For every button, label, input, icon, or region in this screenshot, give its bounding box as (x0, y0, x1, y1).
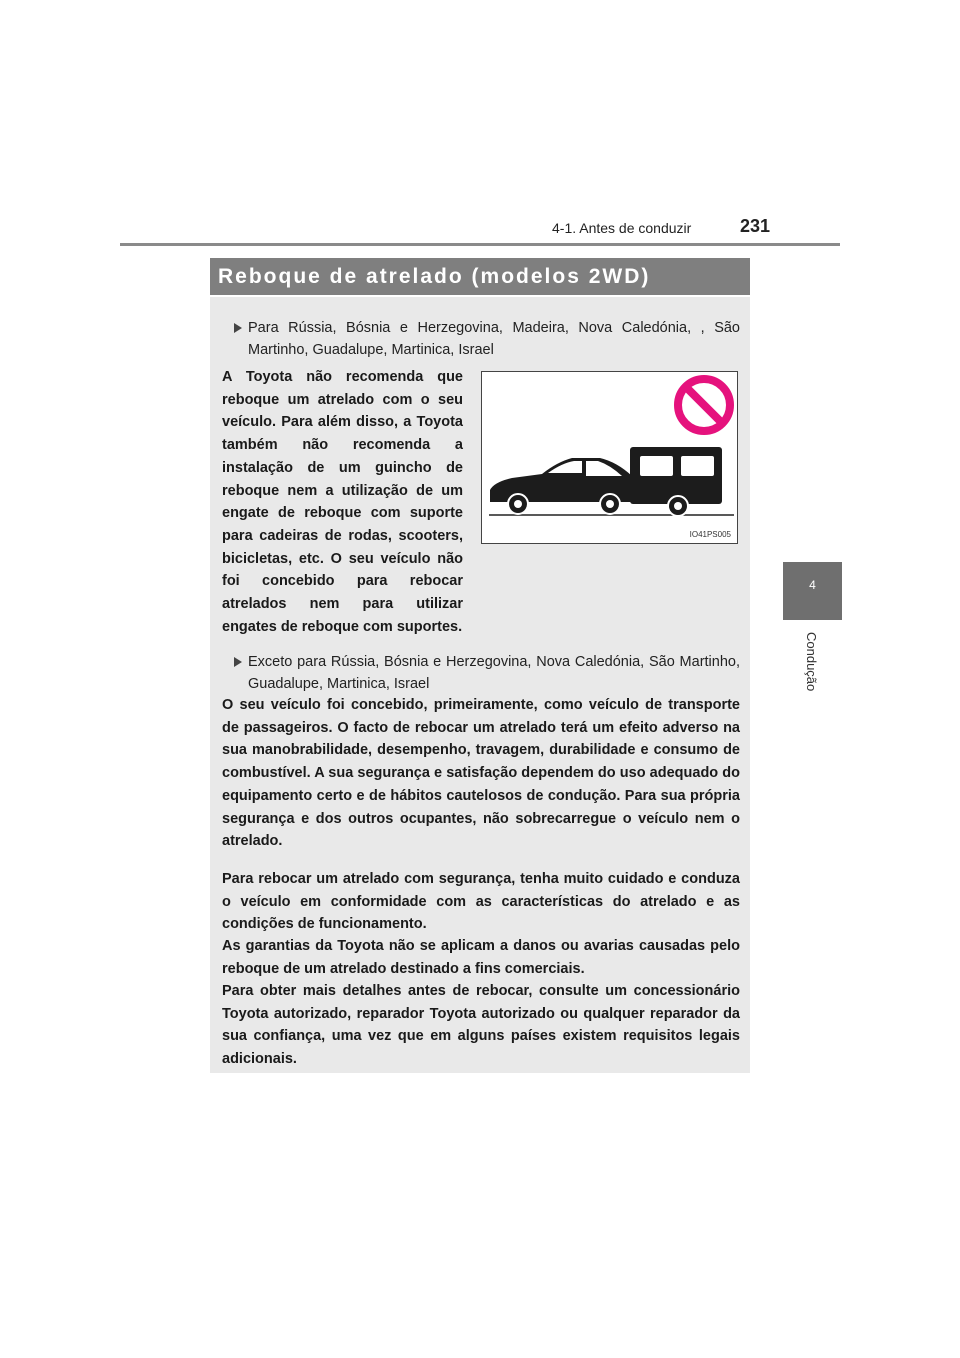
vehicle-design-paragraph: O seu veículo foi concebido, primeiramente, como veículo de transporte de passageiros. O facto de rebocar um atrelado terá um efeito adverso na sua manobrabilidade, desempenho, travagem, durabilidade e consumo de combustível. A sua segurança e satisfação dependem do uso adequado do equipamento certo e de hábitos cautelosos de condução. Para sua própria segurança e dos outros ocupantes, não sobrecarregue o veículo nem o atrelado. (222, 697, 740, 850)
triangle-bullet-icon (234, 323, 242, 333)
chapter-tab (783, 562, 842, 620)
bullet-text: Para Rússia, Bósnia e Herzegovina, Madeira, Nova Caledónia, , São Martinho, Guadalupe, Martinica, Israel (248, 320, 740, 358)
no-towing-paragraph: A Toyota não recomenda que reboque um atrelado com o seu veículo. Para além disso, a Toyota também não recomenda a instalação de um guincho de reboque nem a utilização de um engate de reboque com suporte para cadeiras de rodas, scooters, bicicletas, etc. O seu veículo não foi concebido para rebocar atrelados nem para utilizar engates de reboque com suportes. (222, 369, 463, 635)
triangle-bullet-icon (234, 657, 242, 667)
safe-towing-paragraph: Para rebocar um atrelado com segurança, tenha muito cuidado e conduza o veículo em conformidade com as características do atrelado e as condições de funcionamento. (222, 871, 740, 933)
chapter-number: 4 (809, 578, 816, 592)
dealer-consult-paragraph: Para obter mais detalhes antes de rebocar, consulte um concessionário Toyota autorizado, reparador Toyota autorizado ou qualquer reparador da sua confiança, uma vez que em alguns países existem requisitos legais adicionais. (222, 983, 740, 1068)
bullet-item-regions-restricted (248, 317, 740, 361)
chapter-label: Condução (804, 632, 819, 692)
header-divider (120, 243, 840, 246)
section-heading: Reboque de atrelado (modelos 2WD) (210, 258, 750, 295)
figure-code: IO41PS005 (689, 530, 731, 539)
bullet-item-other-regions (248, 651, 740, 695)
no-towing-illustration (481, 371, 738, 544)
warranty-paragraph: As garantias da Toyota não se aplicam a danos ou avarias causadas pelo reboque de um atrelado destinado a fins comerciais. (222, 938, 740, 977)
content-panel (210, 297, 750, 1073)
section-title: 4-1. Antes de conduzir (552, 220, 692, 236)
car-trailer-prohibited-icon (482, 372, 737, 543)
page-number: 231 (740, 216, 771, 236)
bullet-text: Exceto para Rússia, Bósnia e Herzegovina, Nova Caledónia, São Martinho, Guadalupe, Martinica, Israel (248, 654, 740, 692)
